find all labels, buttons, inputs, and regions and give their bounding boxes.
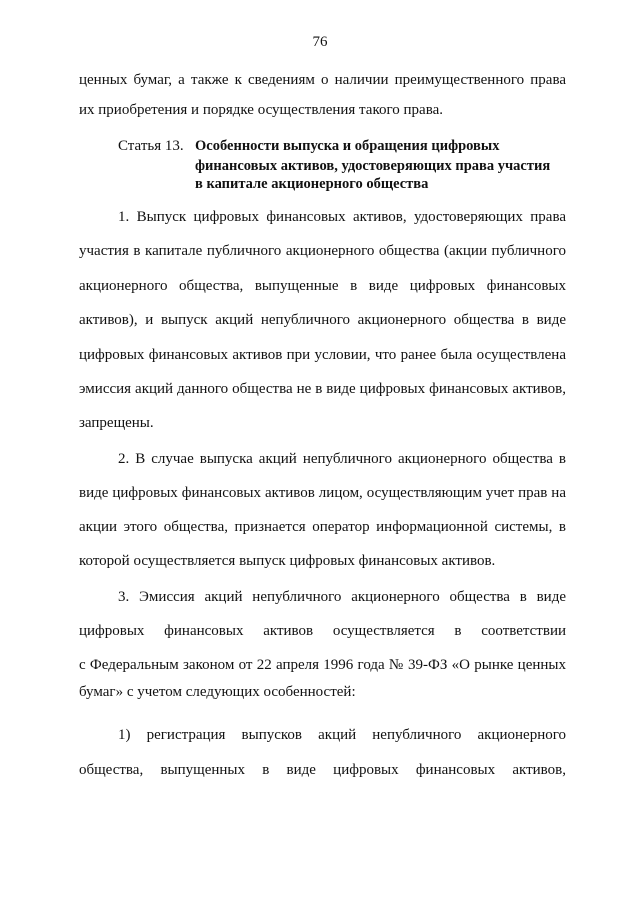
paragraph-line: цифровых финансовых активов осуществляется в соответствии bbox=[79, 623, 566, 639]
paragraph-line: бумаг» с учетом следующих особенностей: bbox=[79, 684, 356, 700]
article-title-line: Особенности выпуска и обращения цифровых bbox=[195, 138, 500, 154]
text-line: ценных бумаг, а также к сведениям о наличии преимущественного права bbox=[79, 72, 566, 88]
paragraph-line: акционерного общества, выпущенные в виде цифровых финансовых bbox=[79, 278, 566, 294]
paragraph-line: участия в капитале публичного акционерного общества (акции публичного bbox=[79, 243, 566, 259]
paragraph-line: 1. Выпуск цифровых финансовых активов, удостоверяющих права bbox=[118, 209, 566, 225]
page-number: 76 bbox=[312, 34, 328, 50]
paragraph-line: активов), и выпуск акций непубличного акционерного общества в виде bbox=[79, 312, 566, 328]
article-label: Статья 13. bbox=[118, 138, 184, 154]
paragraph-line: 3. Эмиссия акций непубличного акционерного общества в виде bbox=[118, 589, 566, 605]
paragraph-line: 2. В случае выпуска акций непубличного акционерного общества в bbox=[118, 451, 566, 467]
paragraph-line: цифровых финансовых активов при условии, что ранее была осуществлена bbox=[79, 347, 566, 363]
list-item-line: 1) регистрация выпусков акций непубличного акционерного bbox=[118, 727, 566, 743]
paragraph-line: которой осуществляется выпуск цифровых финансовых активов. bbox=[79, 553, 496, 569]
list-item-line: общества, выпущенных в виде цифровых финансовых активов, bbox=[79, 762, 566, 778]
paragraph-line: эмиссия акций данного общества не в виде цифровых финансовых активов, bbox=[79, 381, 566, 397]
article-title-line: финансовых активов, удостоверяющих права участия bbox=[195, 158, 551, 174]
paragraph-line: акции этого общества, признается оператор информационной системы, в bbox=[79, 519, 566, 535]
text-line: их приобретения и порядке осуществления такого права. bbox=[79, 102, 443, 118]
paragraph-line: виде цифровых финансовых активов лицом, осуществляющим учет прав на bbox=[79, 485, 566, 501]
paragraph-line: запрещены. bbox=[79, 415, 154, 431]
paragraph-line: с Федеральным законом от 22 апреля 1996 года № 39-ФЗ «О рынке ценных bbox=[79, 657, 566, 673]
article-title-line: в капитале акционерного общества bbox=[195, 176, 429, 192]
